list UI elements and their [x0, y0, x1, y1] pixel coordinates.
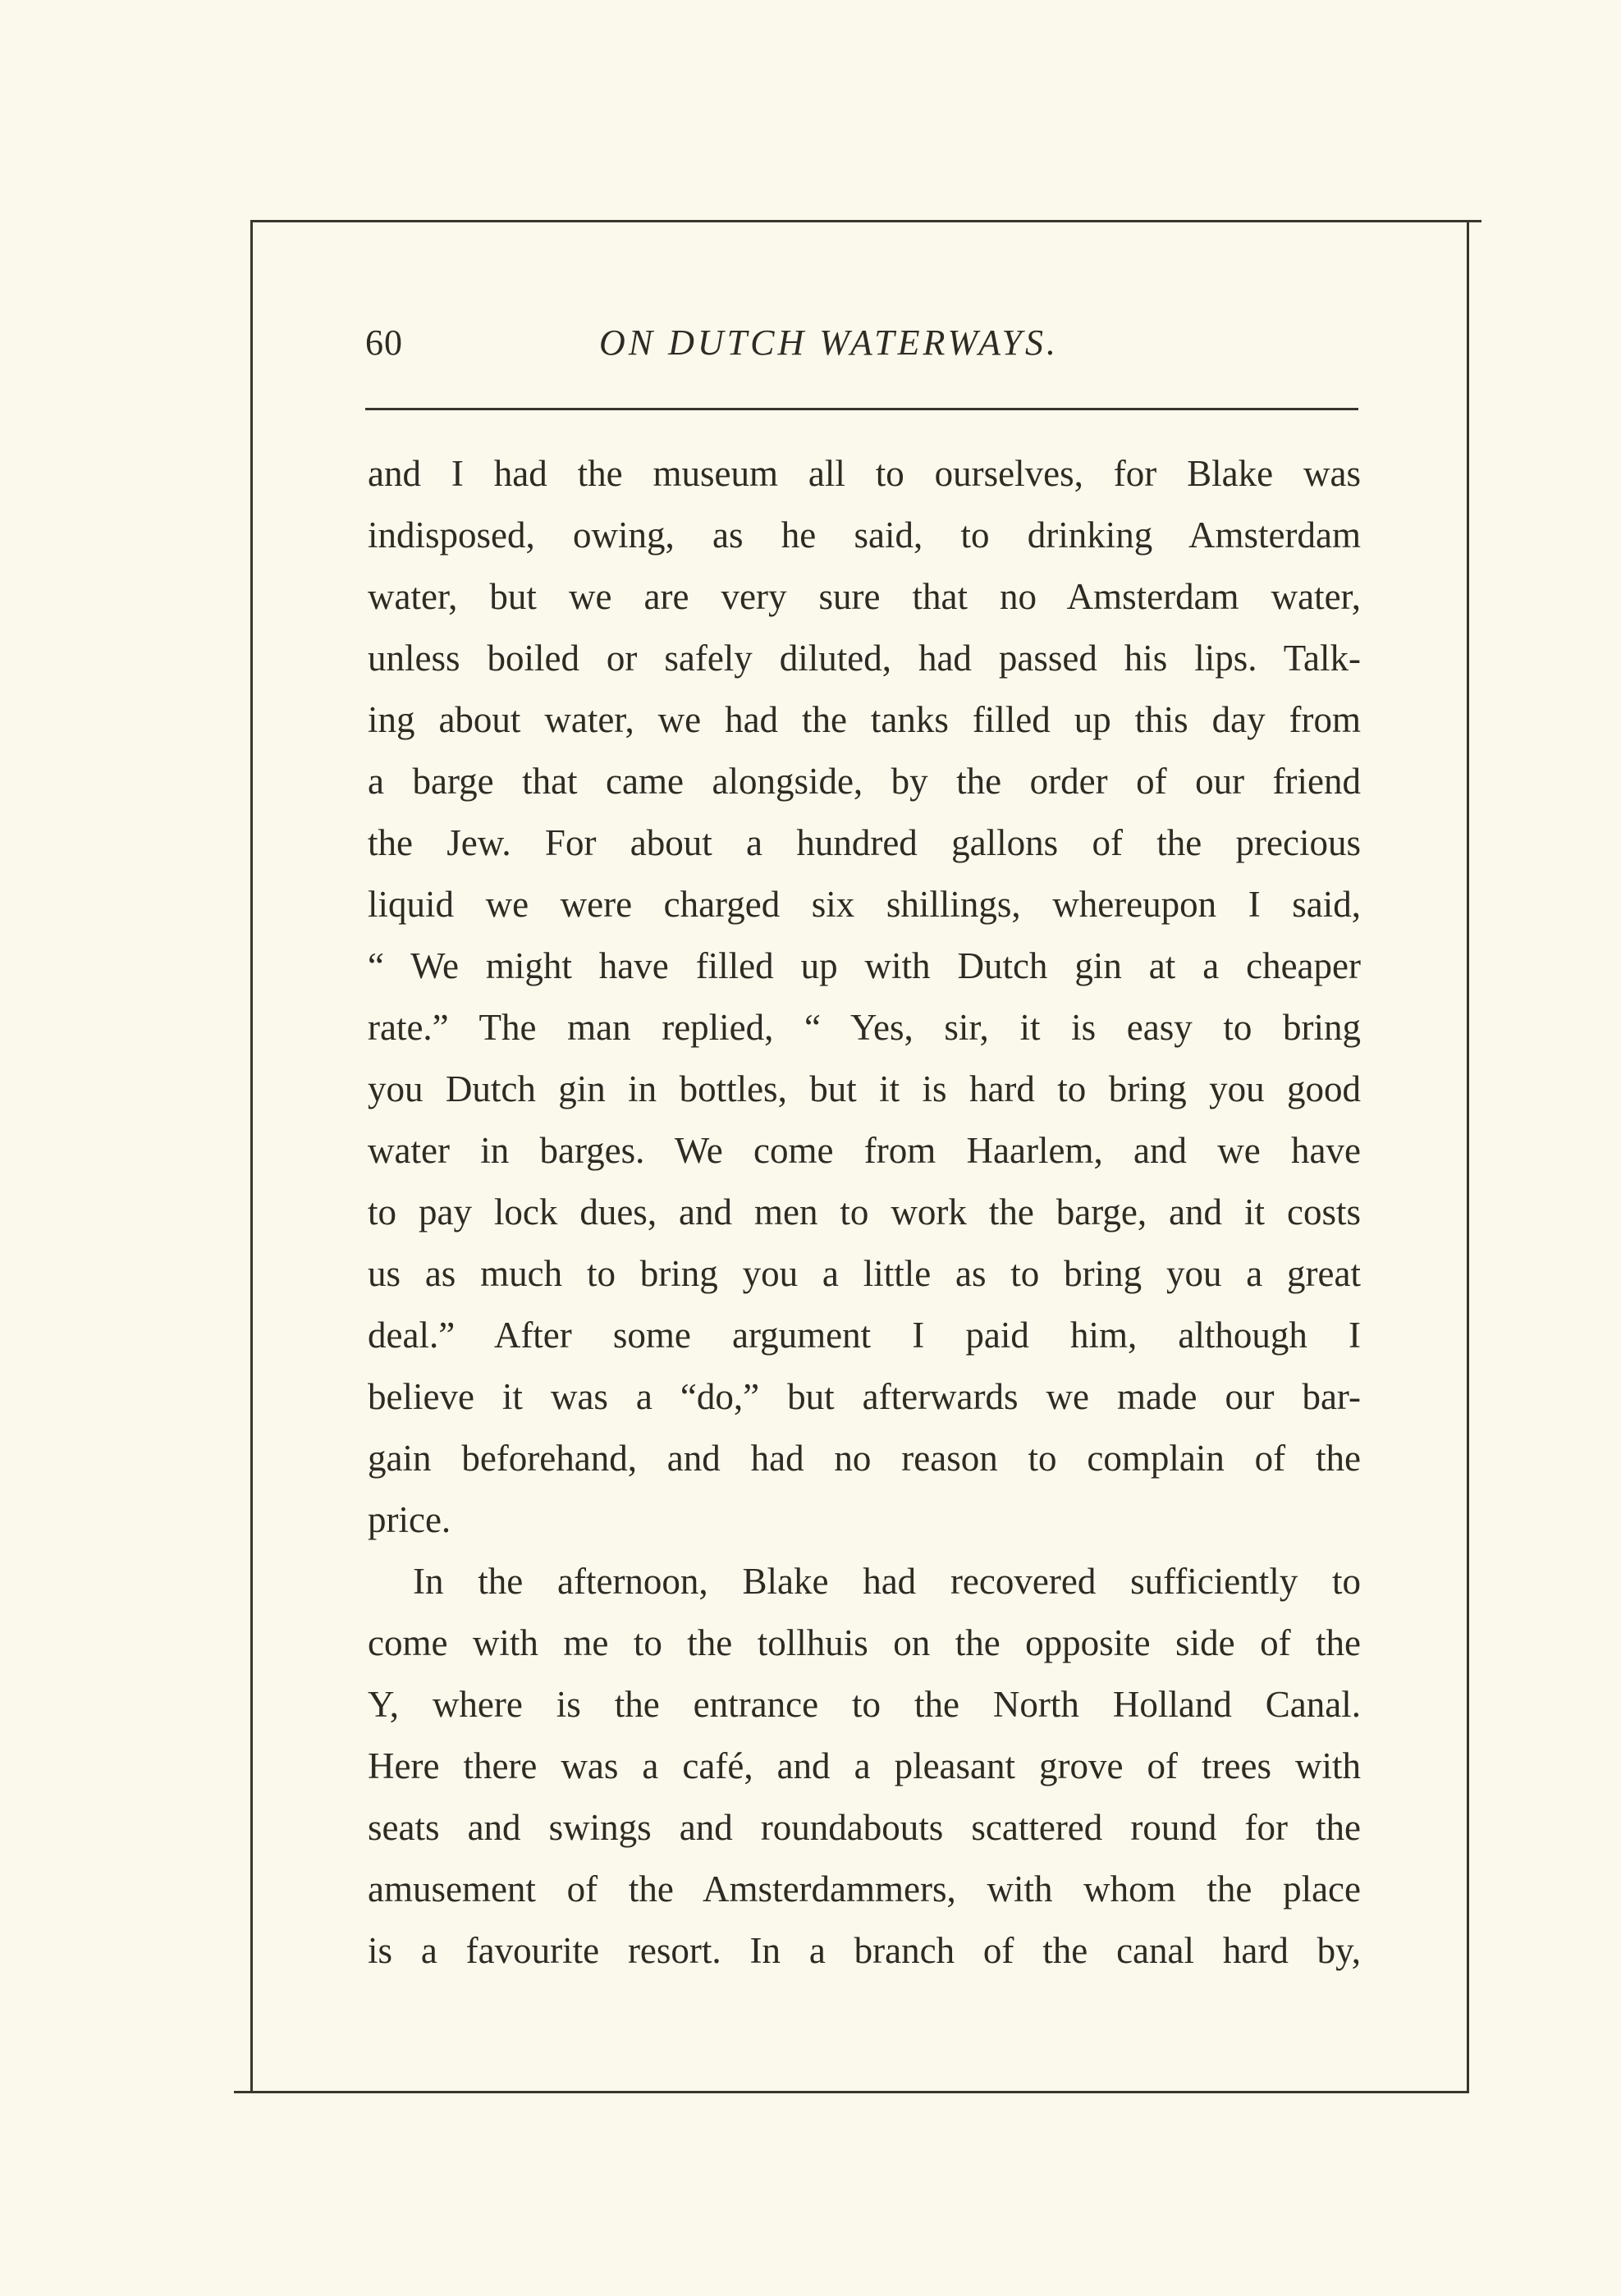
text-line: come with me to the tollhuis on the opposite side of the: [368, 1622, 1361, 1663]
text-line: liquid we were charged six shillings, whereupon I said,: [368, 884, 1361, 925]
text-line: us as much to bring you a little as to bring you a great: [368, 1253, 1361, 1294]
text-line: the Jew. For about a hundred gallons of the precious: [368, 822, 1361, 863]
frame-left-rule: [250, 220, 253, 2093]
running-head: [365, 322, 1358, 371]
header-rule: [365, 408, 1358, 410]
text-line: and I had the museum all to ourselves, for Blake was: [368, 453, 1361, 494]
text-line: Y, where is the entrance to the North Holland Canal.: [368, 1684, 1361, 1725]
text-line: indisposed, owing, as he said, to drinking Amsterdam: [368, 515, 1361, 556]
text-line: water in barges. We come from Haarlem, and we have: [368, 1130, 1361, 1171]
text-line: to pay lock dues, and men to work the barge, and it costs: [368, 1191, 1361, 1233]
text-line: Here there was a café, and a pleasant grove of trees with: [368, 1745, 1361, 1786]
text-line: water, but we are very sure that no Amsterdam water,: [368, 576, 1361, 617]
text-line: is a favourite resort. In a branch of the canal hard by,: [368, 1930, 1361, 1971]
page-number: 60: [365, 322, 403, 363]
frame-right-rule: [1467, 220, 1469, 2093]
text-line: a barge that came alongside, by the order of our friend: [368, 761, 1361, 802]
text-line: In the afternoon, Blake had recovered sufficiently to: [413, 1561, 1361, 1602]
text-line: ing about water, we had the tanks filled up this day from: [368, 699, 1361, 740]
text-line: “ We might have filled up with Dutch gin at a cheaper: [368, 945, 1361, 986]
frame-bottom-rule: [234, 2091, 1469, 2093]
text-line: price.: [368, 1499, 451, 1540]
text-line: seats and swings and roundabouts scattered round for the: [368, 1807, 1361, 1848]
text-line: deal.” After some argument I paid him, although I: [368, 1315, 1361, 1356]
text-line: rate.” The man replied, “ Yes, sir, it is easy to bring: [368, 1007, 1361, 1048]
text-line: believe it was a “do,” but afterwards we made our bar-: [368, 1376, 1361, 1417]
text-line: you Dutch gin in bottles, but it is hard to bring you good: [368, 1068, 1361, 1109]
text-line: amusement of the Amsterdammers, with whom the place: [368, 1868, 1361, 1910]
running-title: ON DUTCH WATERWAYS.: [599, 322, 1060, 363]
text-line: gain beforehand, and had no reason to complain of the: [368, 1438, 1361, 1479]
frame-top-rule: [250, 220, 1481, 222]
text-line: unless boiled or safely diluted, had passed his lips. Talk-: [368, 638, 1361, 679]
body-text: [368, 443, 1361, 1982]
